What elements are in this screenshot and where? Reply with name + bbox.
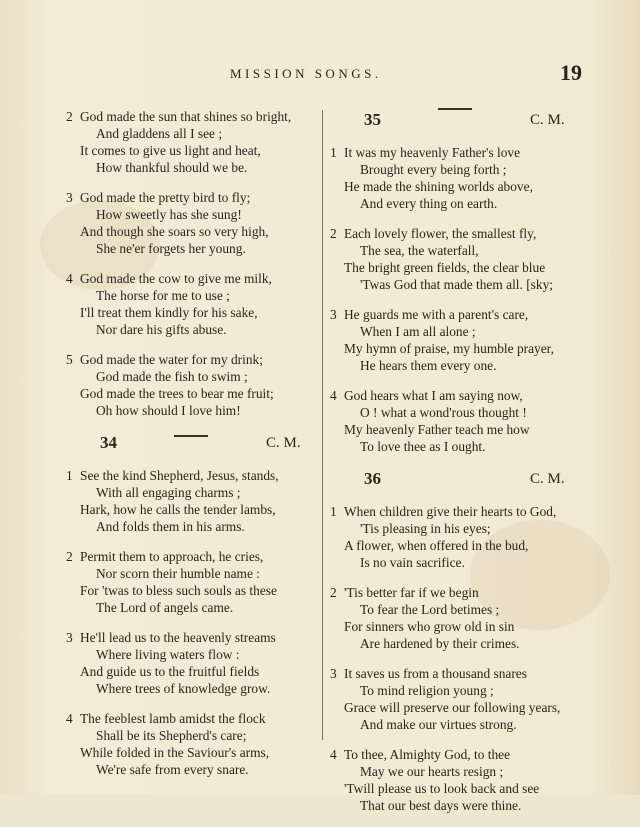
stanza-number: 1 [330,145,337,160]
verse-line: Permit them to approach, he cries, [80,549,264,564]
verse-line: God made the cow to give me milk, [80,271,272,286]
stanza-number: 5 [66,352,73,367]
verse-line: It was my heavenly Father's love [344,145,521,160]
hymn-meter: C. M. [530,471,565,487]
verse-line: 'Twas God that made them all. [sky; [360,277,553,292]
stanza [66,548,326,616]
verse-line: She ne'er forgets her young. [96,241,246,256]
verse-line: May we our hearts resign ; [360,764,504,779]
verse-line: When I am all alone ; [360,324,476,339]
stanza-number: 1 [330,504,337,519]
verse-line: God made the water for my drink; [80,352,263,367]
page-number: 19 [560,60,582,85]
verse-line: How thankful should we be. [96,160,248,175]
verse-line: My hymn of praise, my humble prayer, [344,341,554,356]
stanza-number: 2 [66,549,73,564]
verse-line: Shall be its Shepherd's care; [96,728,247,743]
verse-line: Where trees of knowledge grow. [96,681,271,696]
verse-line: Nor dare his gifts abuse. [96,322,227,337]
left-column [66,108,326,791]
stanza [330,225,590,293]
hymn-number: 36 [364,469,381,488]
verse-line: Is no vain sacrifice. [360,555,465,570]
verse-line: 'Twill please us to look back and see [344,781,540,796]
stanza [66,629,326,697]
stanza [330,503,590,571]
verse-line: The horse for me to use ; [96,288,230,303]
stanza [330,746,590,814]
stanza-number: 2 [330,585,337,600]
verse-line: Where living waters flow : [96,647,240,662]
stanza-number: 3 [66,630,73,645]
verse-line: The bright green fields, the clear blue [344,260,546,275]
stanza-number: 4 [66,271,73,286]
verse-line: The feeblest lamb amidst the flock [80,711,266,726]
stanza-number: 3 [330,307,337,322]
verse-line: And folds them in his arms. [96,519,245,534]
verse-line: He guards me with a parent's care, [344,307,529,322]
verse-line: Hark, how he calls the tender lambs, [80,502,276,517]
stanza [66,467,326,535]
stanza [330,584,590,652]
verse-line: Nor scorn their humble name : [96,566,260,581]
verse-line: It saves us from a thousand snares [344,666,527,681]
hymn-number: 35 [364,110,381,129]
stanza-number: 4 [66,711,73,726]
stanza-number: 1 [66,468,73,483]
verse-line: O ! what a wond'rous thought ! [360,405,527,420]
heading-rule [438,108,472,110]
stanza [330,665,590,733]
verse-line: How sweetly has she sung! [96,207,242,222]
hymn-heading [330,469,590,497]
verse-line: Grace will preserve our following years, [344,700,561,715]
verse-line: The sea, the waterfall, [360,243,479,258]
verse-line: God made the sun that shines so bright, [80,109,292,124]
stanza [66,270,326,338]
hymn-heading [330,110,590,138]
verse-line: God hears what I am saying now, [344,388,523,403]
verse-line: He hears them every one. [360,358,497,373]
verse-line: God made the fish to swim ; [96,369,248,384]
verse-line: And though she soars so very high, [80,224,269,239]
verse-line: And guide us to the fruitful fields [80,664,260,679]
right-column [330,110,590,827]
stanza [66,108,326,176]
verse-line: Each lovely flower, the smallest fly, [344,226,537,241]
verse-line: Oh how should I love him! [96,403,241,418]
heading-rule [174,435,208,437]
verse-line: See the kind Shepherd, Jesus, stands, [80,468,279,483]
stanza-number: 2 [66,109,73,124]
verse-line: For 'twas to bless such souls as these [80,583,277,598]
verse-line: 'Tis pleasing in his eyes; [360,521,491,536]
verse-line: That our best days were thine. [360,798,522,813]
verse-line: We're safe from every snare. [96,762,249,777]
verse-line: God made the trees to bear me fruit; [80,386,274,401]
verse-line: When children give their hearts to God, [344,504,557,519]
verse-line: He'll lead us to the heavenly streams [80,630,276,645]
running-title: MISSION SONGS. [230,66,382,81]
stanza-number: 2 [330,226,337,241]
verse-line: To fear the Lord betimes ; [360,602,500,617]
stanza [330,306,590,374]
verse-line: The Lord of angels came. [96,600,234,615]
verse-line: 'Tis better far if we begin [344,585,479,600]
verse-line: With all engaging charms ; [96,485,241,500]
verse-line: And gladdens all I see ; [96,126,223,141]
verse-line: My heavenly Father teach me how [344,422,530,437]
stanza-number: 3 [66,190,73,205]
stanza [66,189,326,257]
verse-line: To thee, Almighty God, to thee [344,747,511,762]
stanza-number: 4 [330,747,337,762]
verse-line: He made the shining worlds above, [344,179,533,194]
verse-line: Are hardened by their crimes. [360,636,520,651]
stanza [330,387,590,455]
stanza-number: 3 [330,666,337,681]
verse-line: Brought every being forth ; [360,162,507,177]
verse-line: And every thing on earth. [360,196,498,211]
hymn-number: 34 [100,433,117,452]
hymn-heading [66,433,326,461]
verse-line: To love thee as I ought. [360,439,486,454]
stanza-number: 4 [330,388,337,403]
hymn-meter: C. M. [530,112,565,128]
verse-line: While folded in the Saviour's arms, [80,745,270,760]
verse-line: It comes to give us light and heat, [80,143,261,158]
verse-line: To mind religion young ; [360,683,494,698]
verse-line: I'll treat them kindly for his sake, [80,305,258,320]
hymn-meter: C. M. [266,435,301,451]
verse-line: For sinners who grow old in sin [344,619,515,634]
hymn-continuation [66,108,326,419]
stanza [66,710,326,778]
verse-line: God made the pretty bird to fly; [80,190,251,205]
verse-line: A flower, when offered in the bud, [344,538,529,553]
verse-line: And make our virtues strong. [360,717,517,732]
stanza [330,144,590,212]
stanza [66,351,326,419]
